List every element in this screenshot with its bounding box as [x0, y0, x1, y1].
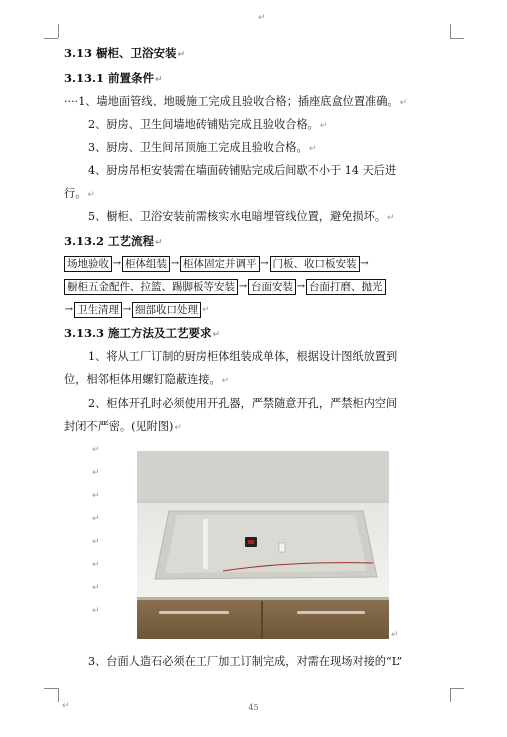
subsection-title-process-flow: 3.13.2 工艺流程↵ — [64, 234, 163, 248]
photo-paragraph-mark: ↵ — [391, 630, 399, 640]
prereq-item-3: 3、厨房、卫生间吊顶施工完成且验收合格。↵ — [88, 141, 317, 154]
footer-paragraph-mark: ↵ — [62, 701, 70, 711]
flow-step-hardware-install: 橱柜五金配件、拉篮、踢脚板等安装 — [64, 279, 238, 295]
method-paragraph-2-cont: 封闭不严密。(见附图)↵ — [64, 420, 182, 433]
flow-arrow: → — [112, 258, 122, 269]
empty-paragraph-mark: ↵ — [92, 445, 100, 455]
flow-step-cabinet-assembly: 柜体组装 — [122, 256, 170, 272]
prereq-item-2: 2、厨房、卫生间墙地砖铺贴完成且验收合格。↵ — [88, 118, 328, 131]
flow-step-detail-finishing: 细部收口处理 — [132, 302, 201, 318]
method-paragraph-1-cont: 位，相邻柜体用螺钉隐蔽连接。↵ — [64, 373, 230, 386]
page-number: 45 — [248, 703, 259, 712]
prereq-item-1: ····1、墙地面管线、地暖施工完成且验收合格；插座底盒位置准确。↵ — [64, 95, 408, 108]
flow-arrow: → — [260, 258, 269, 269]
flow-arrow: → — [238, 281, 248, 292]
flow-step-countertop-polish: 台面打磨、抛光 — [306, 279, 386, 295]
method-paragraph-1: 1、将从工厂订制的厨房柜体组装成单体，根据设计图纸放置到 — [88, 350, 398, 363]
flow-step-fix-and-level: 柜体固定并调平 — [180, 256, 260, 272]
flow-arrow: → — [360, 258, 369, 269]
empty-paragraph-mark: ↵ — [92, 606, 100, 616]
empty-paragraph-mark: ↵ — [92, 514, 100, 524]
flow-arrow: → — [64, 304, 74, 315]
flow-arrow: → — [296, 281, 306, 292]
empty-paragraph-mark: ↵ — [92, 468, 100, 478]
method-paragraph-2: 2、柜体开孔时必须使用开孔器，严禁随意开孔，严禁柜内空间 — [88, 397, 398, 410]
flow-step-site-acceptance: 场地验收 — [64, 256, 112, 272]
empty-paragraph-mark: ↵ — [92, 491, 100, 501]
subsection-title-prerequisites: 3.13.1 前置条件↵ — [64, 71, 163, 85]
prereq-item-4-cont: 行。↵ — [64, 187, 95, 200]
header-paragraph-mark: ↵ — [258, 13, 266, 23]
subsection-title-methods: 3.13.3 施工方法及工艺要求↵ — [64, 326, 221, 340]
empty-paragraph-mark: ↵ — [92, 560, 100, 570]
countertop-cutout-photo — [137, 451, 389, 639]
prereq-item-5: 5、橱柜、卫浴安装前需核实水电暗埋管线位置，避免损坏。↵ — [88, 210, 395, 223]
prereq-item-4: 4、厨房吊柜安装需在墙面砖铺贴完成后间歇不小于 14 天后进 — [88, 164, 397, 177]
flow-arrow: → — [170, 258, 180, 269]
flow-step-countertop-install: 台面安装 — [248, 279, 296, 295]
flow-arrow: → — [122, 304, 132, 315]
process-flow-row-2 — [64, 279, 386, 295]
empty-paragraph-mark: ↵ — [92, 583, 100, 593]
flow-step-cleaning: 卫生清理 — [74, 302, 122, 318]
process-flow-row-3: → 卫生清理 → 细部收口处理 ↵ — [64, 304, 210, 316]
empty-paragraph-mark: ↵ — [92, 537, 100, 547]
process-flow-row-1 — [64, 256, 370, 272]
section-title: 3.13 橱柜、卫浴安装↵ — [64, 46, 186, 60]
method-paragraph-3: 3、台面人造石必须在工厂加工订制完成，对需在现场对接的“L” — [88, 655, 403, 668]
flow-step-door-panel-install: 门板、收口板安装 — [270, 256, 360, 272]
